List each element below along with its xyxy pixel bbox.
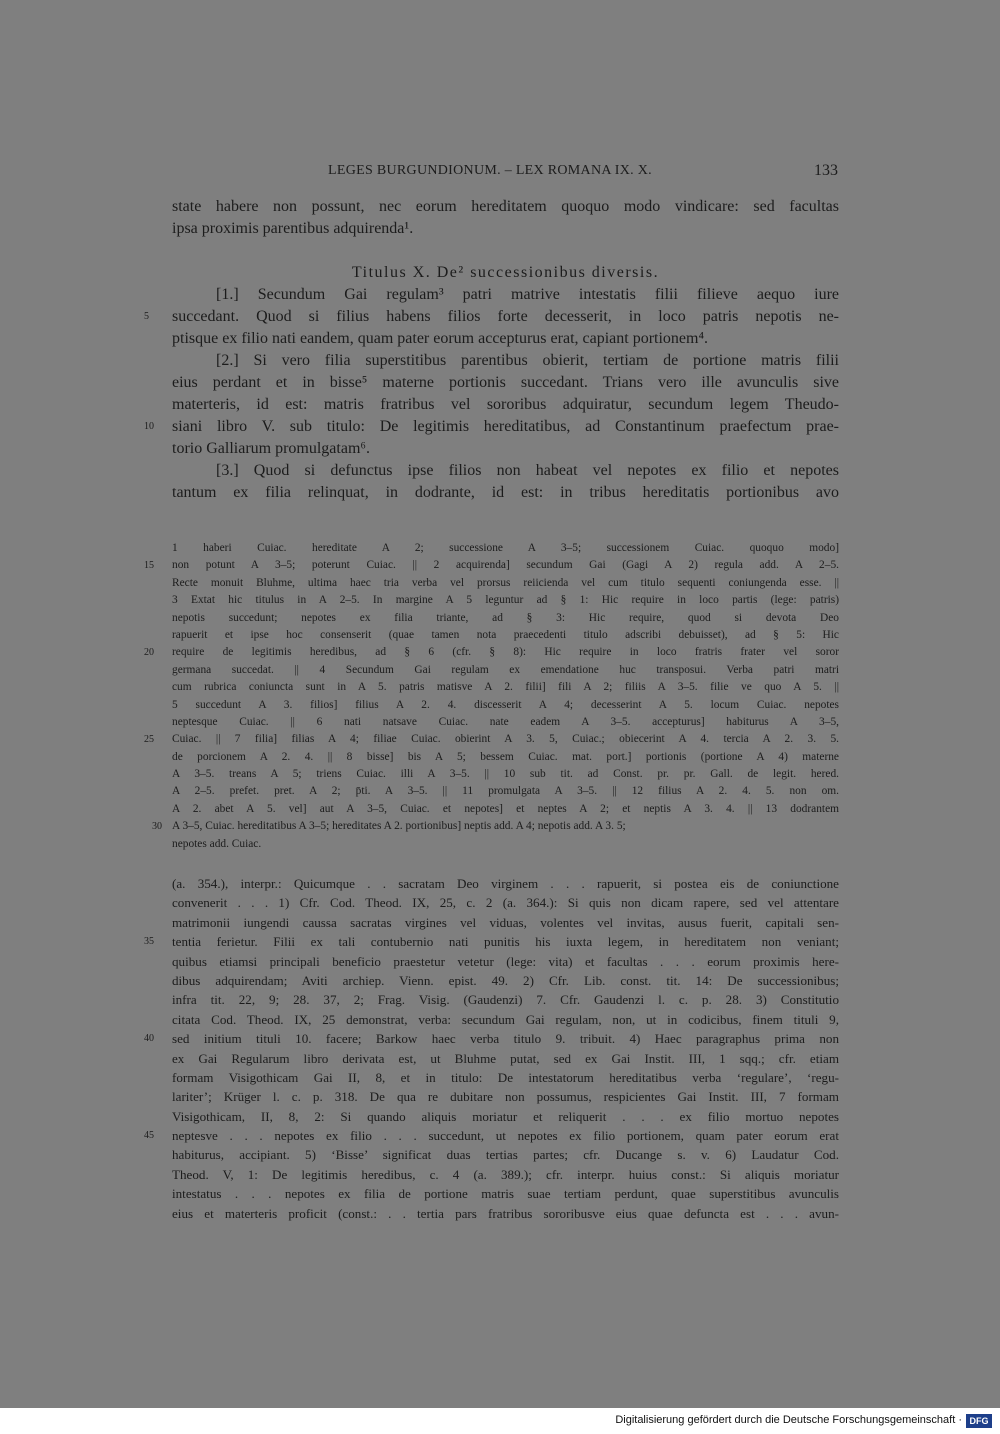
line-number: 5 bbox=[144, 311, 149, 322]
apparatus-text: Recte monuit Bluhme, ultima haec tria verba vel prorsus reiicienda vel cum titulo sequenti coniungenda esse. || bbox=[172, 576, 839, 589]
apparatus-line bbox=[152, 818, 839, 835]
line-text: ipsa proximis parentibus adquirenda¹. bbox=[172, 220, 414, 237]
commentary-line bbox=[172, 1184, 839, 1203]
commentary-line bbox=[144, 1029, 839, 1048]
line-number: 45 bbox=[144, 1130, 154, 1142]
commentary-line bbox=[172, 1010, 839, 1029]
commentary-text: citata Cod. Theod. IX, 25 demonstrat, verba: secundum Gai regulam, non, ut in codicibus, finem tituli 9, bbox=[172, 1011, 839, 1027]
apparatus-line bbox=[172, 783, 839, 800]
funding-notice: Digitalisierung gefördert durch die Deutsche Forschungsgemeinschaft · bbox=[615, 1414, 962, 1426]
line-number: 15 bbox=[144, 560, 154, 572]
apparatus-line bbox=[172, 766, 839, 783]
text-line bbox=[172, 482, 839, 504]
commentary-text: (a. 354.), interpr.: Quicumque . . sacratam Deo virginem . . . rapuerit, si postea eis de coniunctione bbox=[172, 876, 839, 891]
commentary-line bbox=[172, 1068, 839, 1087]
line-text: succedant. Quod si filius habens filios forte decesserit, in loco patris nepotis ne- bbox=[172, 308, 839, 325]
footer-bar bbox=[0, 1408, 1000, 1434]
text-line bbox=[172, 350, 839, 372]
apparatus-text: cum rubrica coniuncta sunt in A 5. patris matisve A 2. filii] fili A 2; filiis A 3–5. filie ve quo A 5. || bbox=[172, 681, 839, 694]
commentary-notes bbox=[144, 874, 839, 1223]
line-text: tantum ex filia relinquat, in dodrante, id est: in tribus hereditatis portionibus avo bbox=[172, 484, 839, 501]
apparatus-text: 1 haberi Cuiac. hereditate A 2; successione A 3–5; successionem Cuiac. quoquo modo] bbox=[172, 542, 839, 554]
apparatus-text: A 3–5. treans A 5; triens Cuiac. illi A 3–5. || 10 sub tit. ad Const. pr. pr. Gall. de legit. hered. bbox=[172, 768, 839, 781]
commentary-line bbox=[172, 990, 839, 1009]
apparatus-line bbox=[172, 662, 839, 679]
commentary-line bbox=[172, 1049, 839, 1068]
apparatus-line bbox=[172, 575, 839, 592]
apparatus-text: require de legitimis heredibus, ad § 6 (cfr. § 8): Hic require in loco fratris frater vel soror bbox=[172, 646, 839, 659]
apparatus-text: de porcionem A 2. 4. || 8 bisse] bis A 5; bessem Cuiac. mat. port.] portionis (portione A 4) materne bbox=[172, 750, 839, 763]
apparatus-line bbox=[144, 731, 839, 748]
line-number: 10 bbox=[144, 421, 154, 432]
commentary-text: sed initium tituli 10. facere; Barkow haec verba titulo 9. tribuit. 4) Haec paragraphus prima non bbox=[172, 1031, 839, 1047]
apparatus-line bbox=[172, 697, 839, 714]
commentary-text: matrimonii iungendi caussa sacratas virgines vel viduas, volentes vel invitas, ausus fuerit, capitali sen- bbox=[172, 914, 839, 930]
text-line bbox=[172, 262, 839, 284]
apparatus-text: 5 succedunt A 3. filios] filius A 2. 4. discesserit A 4; decesserint A 5. locum Cuiac. nepotes bbox=[172, 698, 839, 711]
apparatus-text: A 2–5. prefet. pret. A 2; p̄ti. A 3–5. || 11 promulgata A 3–5. || 12 filius A 2. 4. 5. non om. bbox=[172, 785, 839, 798]
commentary-line bbox=[172, 952, 839, 971]
line-text: state habere non possunt, nec eorum hereditatem quoquo modo vindicare: sed facultas bbox=[172, 198, 839, 215]
apparatus-line bbox=[172, 801, 839, 818]
line-number: 35 bbox=[144, 936, 154, 948]
commentary-line bbox=[172, 1087, 839, 1106]
commentary-text: intestatus . . . nepotes ex filia de portione matris suae tertiam perdunt, quae superstitibus avunculis bbox=[172, 1186, 839, 1202]
commentary-line bbox=[172, 1145, 839, 1164]
line-number: 30 bbox=[152, 821, 162, 833]
commentary-line bbox=[172, 1204, 839, 1223]
line-number: 40 bbox=[144, 1033, 154, 1045]
apparatus-text: neptesque Cuiac. || 6 nati natsave Cuiac. nate eadem A 3–5. accepturus] habiturus A 3–5, bbox=[172, 715, 839, 728]
text-line bbox=[144, 416, 839, 438]
line-text: [1.] Secundum Gai regulam³ patri matrive intestatis filii filieve aequo iure bbox=[216, 286, 839, 303]
line-text: ptisque ex filio nati eandem, quam pater eorum accepturus erat, capiant portionem⁴. bbox=[172, 330, 709, 347]
line-text: eius perdant et in bisse⁵ materne portionis succedant. Trians vero ille avunculis sive bbox=[172, 374, 839, 391]
apparatus-line bbox=[172, 610, 839, 627]
commentary-line bbox=[172, 1107, 839, 1126]
text-line bbox=[144, 306, 839, 328]
apparatus-text: Cuiac. || 7 filia] filias A 4; filiae Cuiac. obierint A 3. 5, Cuiac.; obiecerint A 4. tercia A 2. 3. 5. bbox=[172, 733, 839, 746]
text-line bbox=[172, 196, 839, 218]
text-line bbox=[172, 394, 839, 416]
commentary-text: habiturus, accipiant. 5) ‘Bisse’ significat duas tertias partes; cfr. Ducange s. v. 6) Laudatur Cod. bbox=[172, 1147, 839, 1163]
commentary-text: eius et materteris proficit (const.: . . tertia pars fratribus sororibusve eius quae defuncta est . . . avun- bbox=[172, 1205, 839, 1221]
text-line bbox=[172, 460, 839, 482]
apparatus-text: nepotes add. Cuiac. bbox=[172, 837, 262, 850]
apparatus-text: A 2. abet A 5. vel] aut A 3–5, Cuiac. et nepotes] et neptes A 2; et neptis A 3. 4. || 13 dodrantem bbox=[172, 802, 839, 815]
commentary-text: convenerit . . . 1) Cfr. Cod. Theod. IX, 25, c. 2 (a. 364.): Si quis non dicam rapere, sed vel attentare bbox=[172, 895, 839, 911]
text-line bbox=[172, 218, 839, 240]
apparatus-text: 3 Extat hic titulus in A 2–5. In margine A 5 leguntur ad § 1: Hic require in loco partis (lege: patris) bbox=[172, 594, 839, 607]
apparatus-line bbox=[172, 836, 839, 853]
commentary-text: ex Gai Regularum libro derivata est, ut Bluhme putat, sed ex Gai Instit. III, 1 sqq.; cfr. etiam bbox=[172, 1050, 839, 1066]
running-title: LEGES BURGUNDIONUM. – LEX ROMANA IX. X. bbox=[328, 163, 652, 178]
apparatus-line bbox=[172, 714, 839, 731]
apparatus-text: nepotis succedunt; nepotes ex filia triante, ad § 3: Hic require, quod si devota Deo bbox=[172, 611, 839, 624]
commentary-text: Theod. V, 1: De legitimis heredibus, c. 4 (a. 389.); cfr. interpr. huius const.: Si aliquis moriatur bbox=[172, 1166, 839, 1182]
line-text: siani libro V. sub titulo: De legitimis hereditatibus, ad Constantinum praefectum prae- bbox=[172, 418, 839, 435]
apparatus-line bbox=[144, 644, 839, 661]
text-line bbox=[172, 240, 839, 262]
commentary-line bbox=[144, 932, 839, 951]
commentary-text: formam Visigothicam Gai II, 8, et in titulo: De intestatorum hereditatibus verba ‘regulare’, ‘regu- bbox=[172, 1069, 839, 1085]
dfg-logo-icon: DFG bbox=[966, 1414, 992, 1428]
commentary-text: dibus adquirendam; Aviti archiep. Vienn. epist. 49. 2) Cfr. Lib. const. tit. 14: De successionibus; bbox=[172, 972, 839, 988]
line-text: [3.] Quod si defunctus ipse filios non habeat vel nepotes ex filio et nepotes bbox=[216, 462, 839, 479]
text-line bbox=[172, 372, 839, 394]
main-text bbox=[144, 196, 839, 504]
page-header bbox=[170, 163, 838, 183]
text-line bbox=[172, 284, 839, 306]
apparatus-text: non potunt A 3–5; poterunt Cuiac. || 2 acquirenda] secundum Gai (Gagi A 2) regula add. A 2–5. bbox=[172, 559, 839, 572]
commentary-line bbox=[172, 971, 839, 990]
commentary-text: tentia ferietur. Filii ex tali contubernio nati punitis his iuxta legem, in hereditatem non veniant; bbox=[172, 934, 839, 950]
apparatus-line bbox=[172, 679, 839, 696]
commentary-text: infra tit. 22, 9; 28. 37, 2; Frag. Visig. (Gaudenzi) 7. Cfr. Gaudenzi l. c. p. 28. 3) Constitutio bbox=[172, 992, 839, 1008]
apparatus-text: A 3–5, Cuiac. hereditatibus A 3–5; hereditates A 2. portionibus] neptis add. A 4; nepotis add. A 3. 5; bbox=[172, 820, 626, 833]
commentary-line bbox=[144, 1126, 839, 1145]
commentary-line bbox=[172, 913, 839, 932]
text-line bbox=[172, 328, 839, 350]
apparatus-line bbox=[172, 627, 839, 644]
line-text: torio Galliarum promulgatam⁶. bbox=[172, 440, 370, 457]
apparatus-text: germana succedat. || 4 Secundum Gai regulam ex emendatione huc transposui. Verba patri matri bbox=[172, 663, 839, 676]
commentary-line bbox=[172, 893, 839, 912]
commentary-text: Visigothicam, II, 8, 2: Si quando aliquis moriatur et reliquerit . . . ex filio mortuo nepotes bbox=[172, 1108, 839, 1124]
commentary-text: neptesve . . . nepotes ex filio . . . succedunt, ut nepotes ex filio portionem, quam pater eorum erat bbox=[172, 1128, 839, 1144]
commentary-line bbox=[172, 874, 839, 893]
line-number: 20 bbox=[144, 647, 154, 659]
critical-apparatus bbox=[144, 540, 839, 853]
commentary-text: lariter’; Krüger l. c. p. 318. De qua re dubitare non possumus, respicientes Gai Instit. III, 7 formam bbox=[172, 1089, 839, 1105]
apparatus-line bbox=[172, 540, 839, 557]
apparatus-text: rapuerit et ipse hoc consenserit (quae tamen nota praecedenti titulo adscribi debuisset), ad § 5: Hic bbox=[172, 628, 839, 641]
line-number: 25 bbox=[144, 734, 154, 746]
text-line bbox=[172, 438, 839, 460]
commentary-text: quibus etiamsi principali beneficio praestetur vetetur (lege: vita) et facultas . . . eorum proximis here- bbox=[172, 953, 839, 969]
line-text: materteris, id est: matris fratribus vel sororibus adquiratur, secundum legem Theudo- bbox=[172, 396, 839, 413]
line-text: Titulus X. De² successionibus diversis. bbox=[351, 264, 660, 281]
line-text: [2.] Si vero filia superstitibus parentibus obierit, tertiam de portione matris filii bbox=[216, 352, 839, 369]
page-number: 133 bbox=[814, 162, 838, 179]
commentary-line bbox=[172, 1165, 839, 1184]
apparatus-line bbox=[172, 592, 839, 609]
apparatus-line bbox=[172, 749, 839, 766]
apparatus-line bbox=[144, 557, 839, 574]
